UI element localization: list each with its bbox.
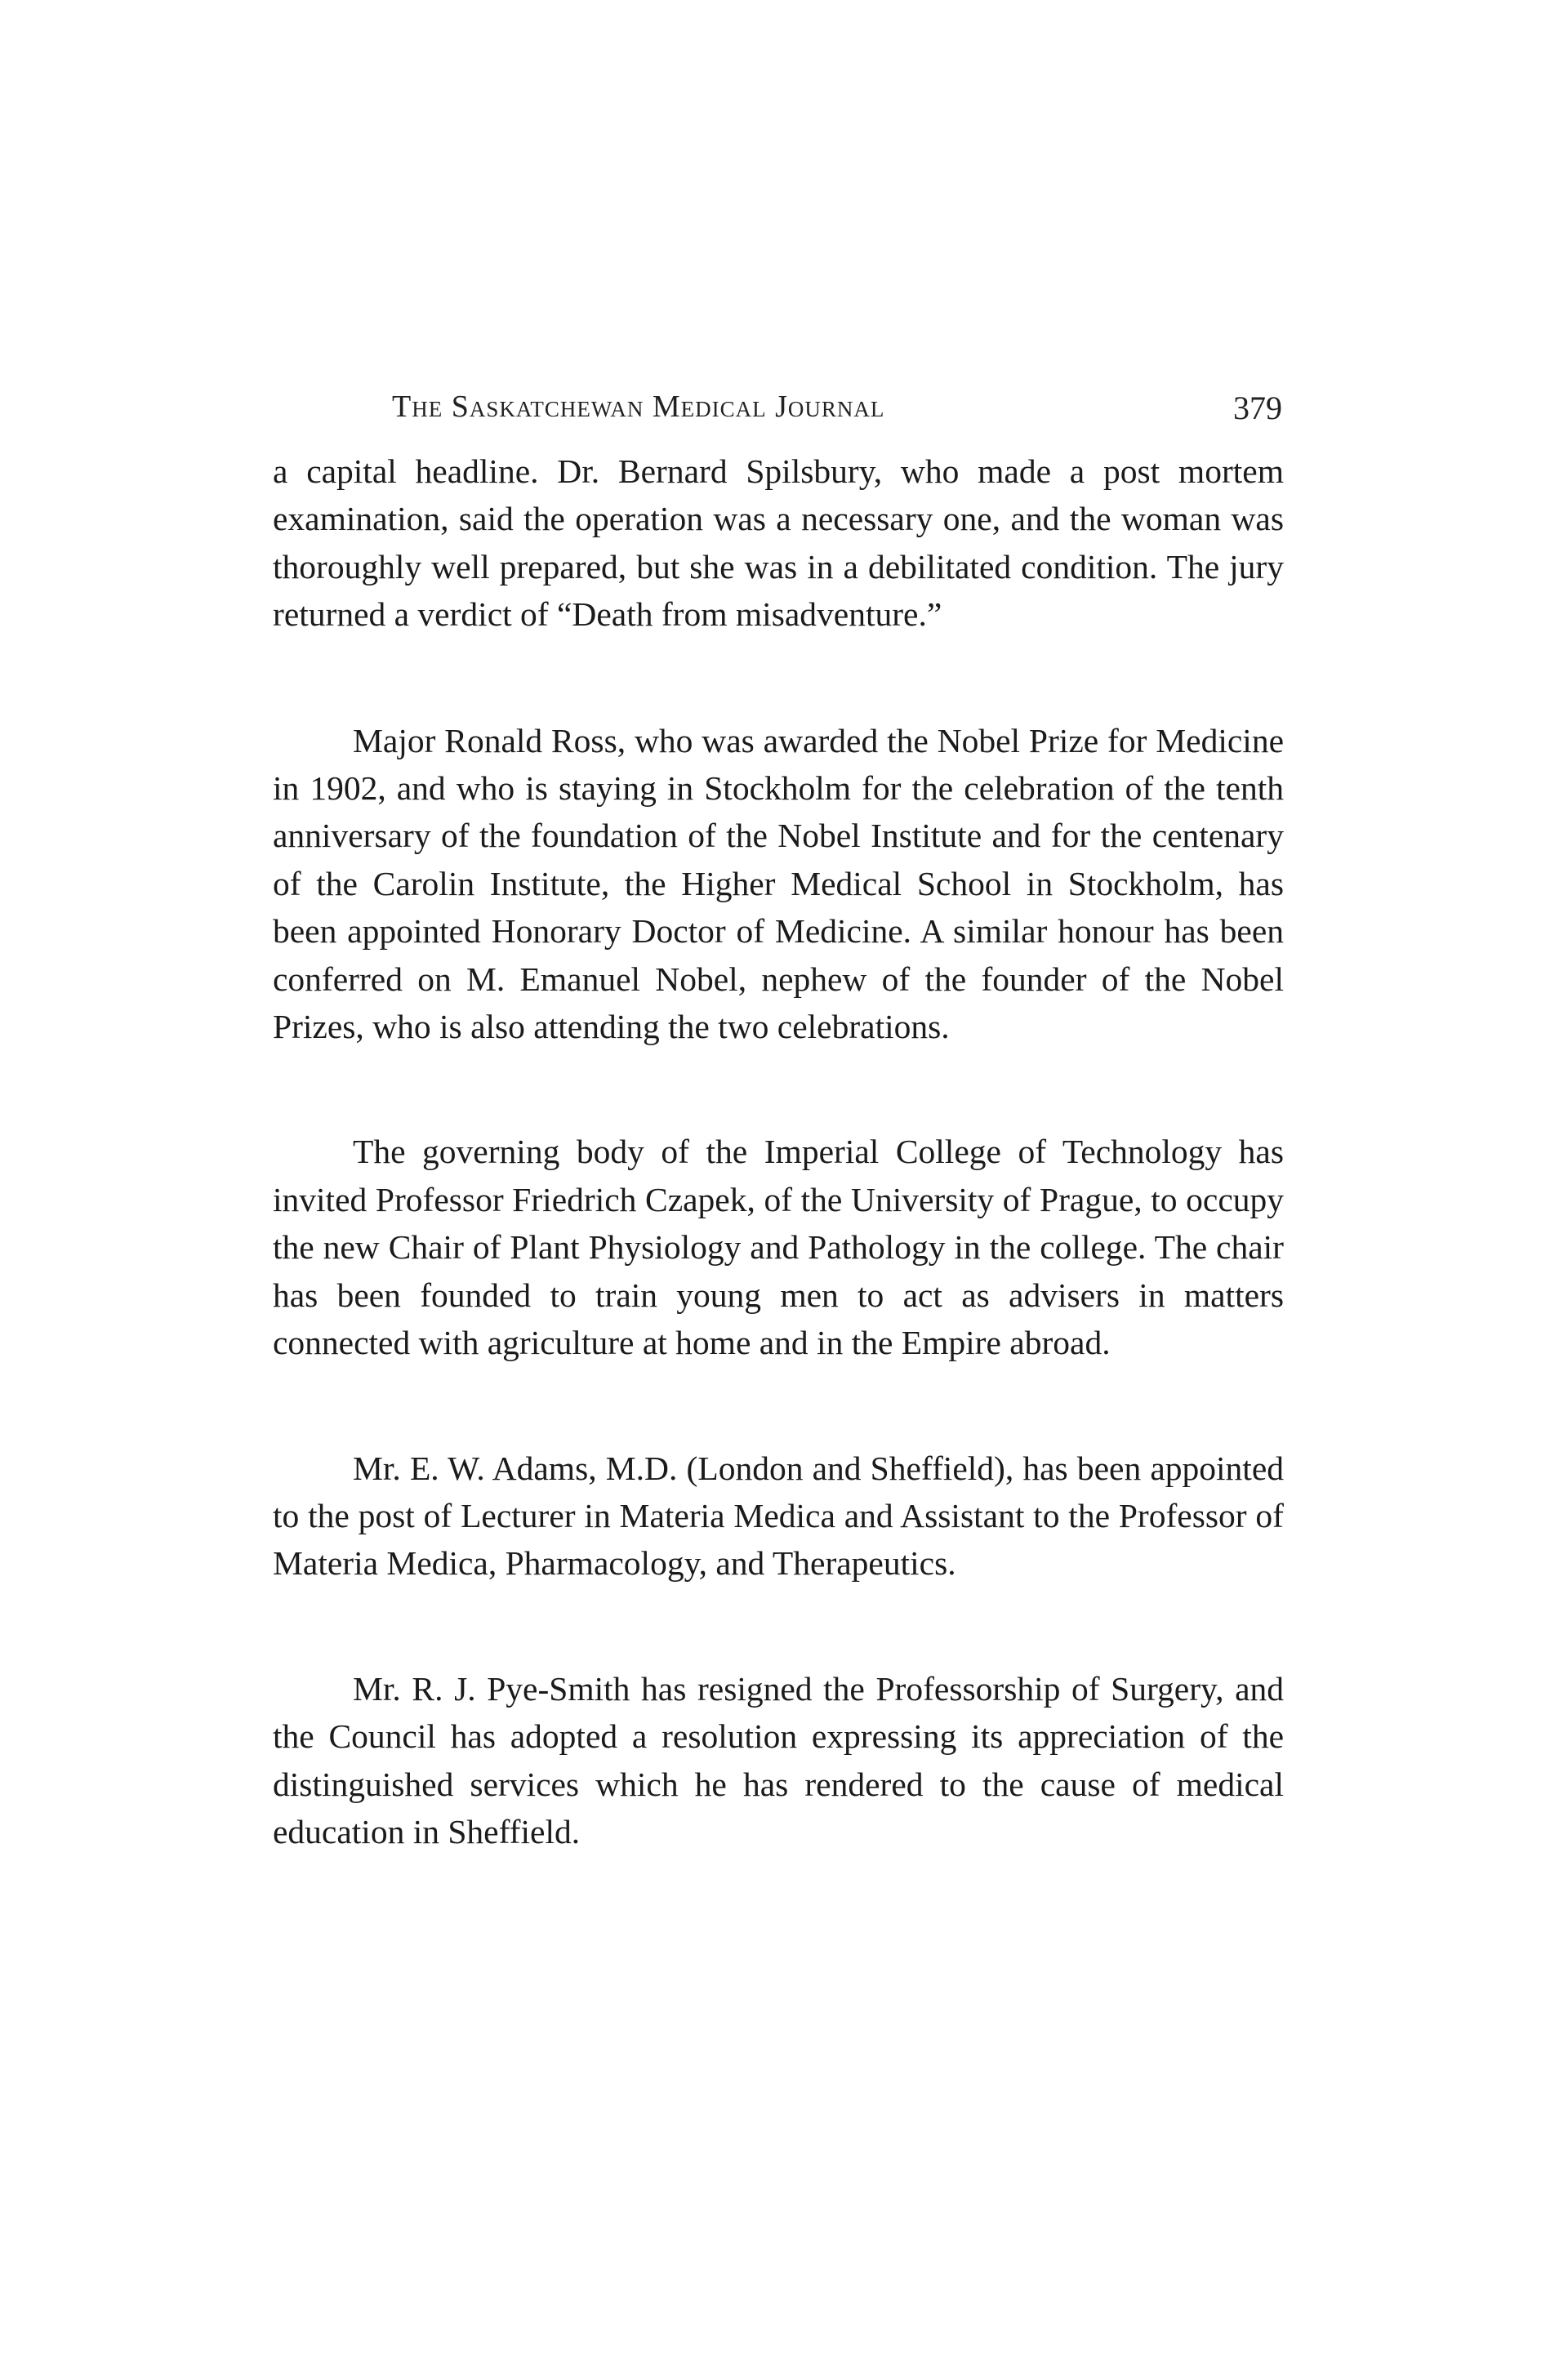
page-number: 379 bbox=[1233, 390, 1282, 426]
paragraph-imperial-college: The governing body of the Imperial College of Technology has invited Professor Friedrich Czapek, of the University of Prague, to occupy the new Chair of Plant Physiology and Pathology in the college. The chair has been founded to train young men to act as advisers in matters connected with agriculture at home and in the Empire abroad. bbox=[273, 1133, 1284, 1362]
article-body bbox=[273, 448, 1284, 1855]
running-head bbox=[270, 389, 1282, 438]
paragraph-pye-smith-resignation: Mr. R. J. Pye-Smith has resigned the Professorship of Surgery, and the Council has adopted a resolution expressing its appreciation of the distinguished services which he has rendered to the cause of medical education in Sheffield. bbox=[273, 1669, 1284, 1850]
paragraph-adams-appointment: Mr. E. W. Adams, M.D. (London and Sheffield), has been appointed to the post of Lecturer in Materia Medica and Assistant to the Professor of Materia Medica, Pharmacology, and Therapeutics. bbox=[273, 1449, 1284, 1583]
journal-title: The Saskatchewan Medical Journal bbox=[392, 390, 885, 424]
paragraph-continuation: a capital headline. Dr. Bernard Spilsbury, who made a post mortem examination, said the operation was a necessary one, and the woman was thoroughly well prepared, but she was in a debilitated condition. The jury returned a verdict of “Death from misadventure.” bbox=[273, 452, 1284, 634]
paragraph-ronald-ross: Major Ronald Ross, who was awarded the Nobel Prize for Medicine in 1902, and who is staying in Stockholm for the celebration of the tenth anniversary of the foundation of the Nobel Institute and for the centenary of the Carolin Institute, the Higher Medical School in Stockholm, has been appointed Honorary Doctor of Medicine. A similar honour has been conferred on M. Emanuel Nobel, nephew of the founder of the Nobel Prizes, who is also attending the two celebrations. bbox=[273, 721, 1284, 1046]
